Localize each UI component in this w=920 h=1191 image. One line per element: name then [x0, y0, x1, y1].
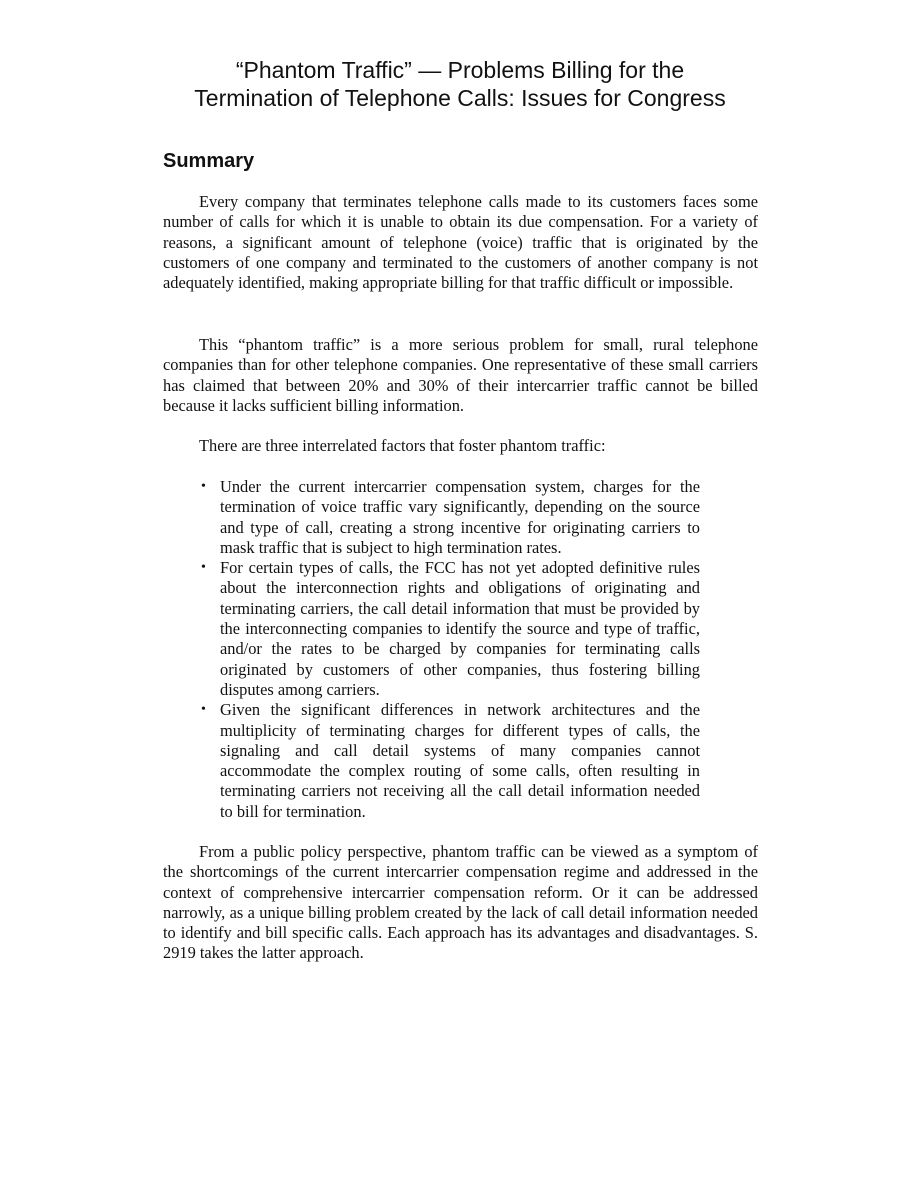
section-heading-summary: Summary — [163, 150, 255, 172]
list-item — [199, 700, 700, 822]
summary-paragraph-3: There are three interrelated factors that foster phantom traffic: — [199, 436, 606, 455]
bullet-text-3: Given the significant differences in network architectures and the multiplicity of terminating charges for different types of calls, the signaling and call detail systems of many companies cannot accommodate the complex routing of some calls, often resulting in terminating carriers not receiving all the call detail information needed to bill for termination. — [220, 700, 700, 821]
bullet-text-1: Under the current intercarrier compensation system, charges for the termination of voice traffic vary significantly, depending on the source and type of call, creating a strong incentive for originating carriers to mask traffic that is subject to high termination rates. — [220, 477, 700, 557]
document-title — [0, 56, 920, 112]
bullet-icon: • — [201, 560, 206, 576]
bullet-text-2: For certain types of calls, the FCC has not yet adopted definitive rules about the interconnection rights and obligations of originating and terminating carriers, the call detail information that must be provided by the interconnecting companies to identify the source and type of traffic, and/or the rates to be charged by companies for terminating calls originated by customers of other companies, thus fostering billing disputes among carriers. — [220, 558, 700, 699]
bullet-icon: • — [201, 479, 206, 494]
list-item — [199, 558, 700, 700]
document-title-line-1: “Phantom Traffic” — Problems Billing for the — [235, 57, 685, 83]
summary-paragraph-2: This “phantom traffic” is a more serious problem for small, rural telephone companies than for other telephone companies. One representative of these small carriers has claimed that between 20% and 30% of their intercarrier traffic cannot be billed because it lacks sufficient billing information. — [163, 335, 758, 415]
summary-paragraph-4: From a public policy perspective, phantom traffic can be viewed as a symptom of the shortcomings of the current intercarrier compensation regime and addressed in the context of comprehensive intercarrier compensation reform. Or it can be addressed narrowly, as a unique billing problem created by the lack of call detail information needed to identify and bill specific calls. Each approach has its advantages and disadvantages. S. 2919 takes the latter approach. — [163, 842, 758, 963]
bullet-icon: • — [201, 702, 206, 718]
document-title-line-2: Termination of Telephone Calls: Issues for Congress — [194, 85, 726, 111]
list-item — [199, 477, 700, 558]
summary-paragraph-1: Every company that terminates telephone calls made to its customers faces some number of calls for which it is unable to obtain its due compensation. For a variety of reasons, a significant amount of telephone (voice) traffic that is originated by the customers of one company and terminated to the customers of another company is not adequately identified, making appropriate billing for that traffic difficult or impossible. — [163, 192, 758, 293]
factors-bullet-list — [199, 477, 700, 822]
